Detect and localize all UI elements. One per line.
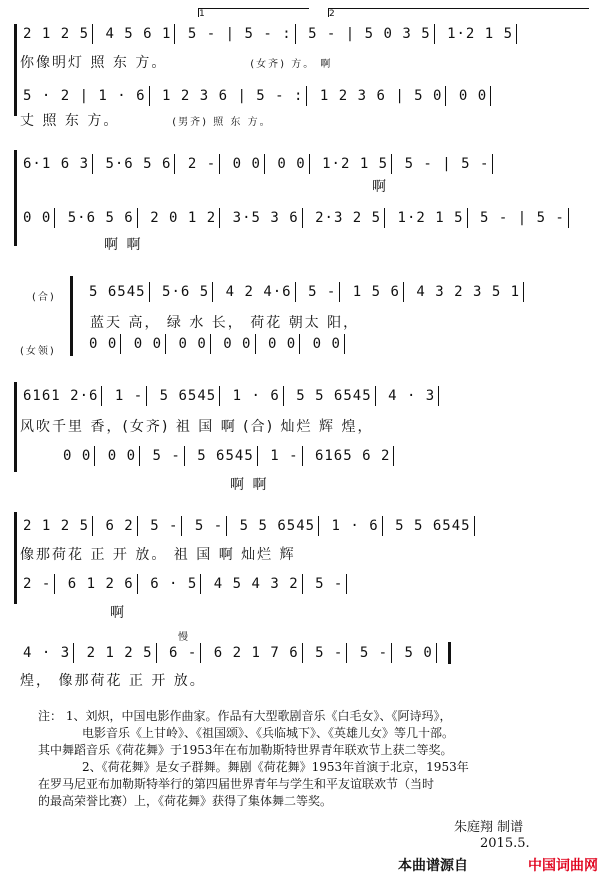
upper-lyrics: 风吹千里 香，(女齐) 祖 国 啊 (合) 灿烂 辉 煌， (20, 419, 374, 435)
upper-staff-notes: 6161 2·6 1 - 5 6545 1 · 6 5 5 6545 4 · 3 (20, 386, 594, 406)
upper-lyrics: 像那荷花 正 开 放。 祖 国 啊 灿烂 辉 (20, 547, 296, 563)
upper-staff-notes: 4 · 3 2 1 2 5 6 - 6 2 1 7 6 5 - 5 - 5 0 (20, 642, 594, 664)
source-site-link[interactable]: 中国词曲网 (528, 858, 598, 874)
score-system-2 (12, 148, 594, 258)
lower-lyrics: 啊 啊 (230, 477, 269, 493)
footnote-line: 其中舞蹈音乐《荷花舞》于1953年在布加勒斯特世界青年联欢节上获二等奖。 (38, 743, 453, 757)
lower-staff-notes: 5 · 2 | 1 · 6 1 2 3 6 | 5 - : 1 2 3 6 | 5 0 0 0 (20, 86, 594, 106)
score-system-4 (12, 380, 594, 492)
system-brace (14, 512, 17, 604)
final-barline (448, 642, 451, 664)
upper-lyrics: 煌， 像那荷花 正 开 放。 (20, 673, 206, 689)
lower-staff-notes: 0 0 0 0 5 - 5 6545 1 - 6165 6 2 (60, 446, 594, 466)
score-system-5 (12, 510, 594, 620)
upper-lyrics: 你像明灯 照 东 方。 (女齐) 方。 啊 (20, 55, 333, 71)
footnote-line: 2、《荷花舞》是女子群舞。舞剧《荷花舞》1953年首演于北京，1953年 (82, 760, 469, 774)
footnote-line: 电影音乐《上甘岭》、《祖国颂》、《兵临城下》、《英雄儿女》等几十部。 (82, 726, 455, 740)
lower-lyrics: 丈 照 东 方。 (男齐) 照 东 方。 (20, 113, 272, 129)
lower-lyrics: 啊 (110, 605, 126, 621)
footnote-line: 注： 1、刘炽，中国电影作曲家。作品有大型歌剧音乐《白毛女》、《阿诗玛》， (38, 709, 452, 723)
upper-staff-notes: 6·1 6 3 5·6 5 6 2 - 0 0 0 0 1·2 1 5 5 - | 5 - (20, 154, 594, 174)
part-label-choir: (合) (32, 292, 56, 303)
lower-staff-notes: 0 0 0 0 0 0 0 0 0 0 0 0 (86, 334, 594, 354)
footnote-line: 在罗马尼亚布加勒斯特举行的第四届世界青年与学生和平友谊联欢节（当时 (38, 777, 435, 791)
source-label: 本曲谱源自 (398, 858, 468, 874)
upper-staff-notes: 2 1 2 5 6 2 5 - 5 - 5 5 6545 1 · 6 5 5 6545 (20, 516, 594, 536)
lower-lyrics: 啊 啊 (104, 237, 143, 253)
footnote-line: 的最高荣誉比赛）上，《荷花舞》获得了集体舞二等奖。 (38, 794, 333, 808)
score-system-1 (12, 6, 594, 130)
lower-staff-notes: 0 0 5·6 5 6 2 0 1 2 3·5 3 6 2·3 2 5 1·2 1 5 5 - | 5 - (20, 208, 594, 228)
system-brace (14, 150, 17, 246)
upper-staff-notes: 2 1 2 5 4 5 6 1 5 - | 5 - : 5 - | 5 0 3 5 1·2 1 5 (20, 24, 594, 44)
score-system-3 (12, 272, 594, 360)
upper-lyrics: 蓝天 高， 绿 水 长， 荷花 朝太 阳， (90, 315, 360, 331)
arranger-signature: 朱庭翔 制谱 (454, 820, 524, 835)
footnote (38, 708, 566, 810)
volta-1-bracket: 1 (198, 8, 309, 17)
date-line: 2015.5. (480, 836, 530, 851)
system-brace (14, 24, 17, 116)
lower-staff-notes: 2 - 6 1 2 6 6 · 5 4 5 4 3 2 5 - (20, 574, 594, 594)
system-brace (14, 382, 17, 472)
upper-lyrics: 啊 (372, 179, 388, 195)
upper-staff-notes: 5 6545 5·6 5 4 2 4·6 5 - 1 5 6 4 3 2 3 5 1 (86, 282, 594, 302)
part-label-female-lead: (女领) (20, 346, 56, 357)
score-system-6 (12, 628, 594, 692)
tempo-marking: 慢 (178, 632, 190, 643)
volta-2-bracket: 2 (328, 8, 589, 17)
